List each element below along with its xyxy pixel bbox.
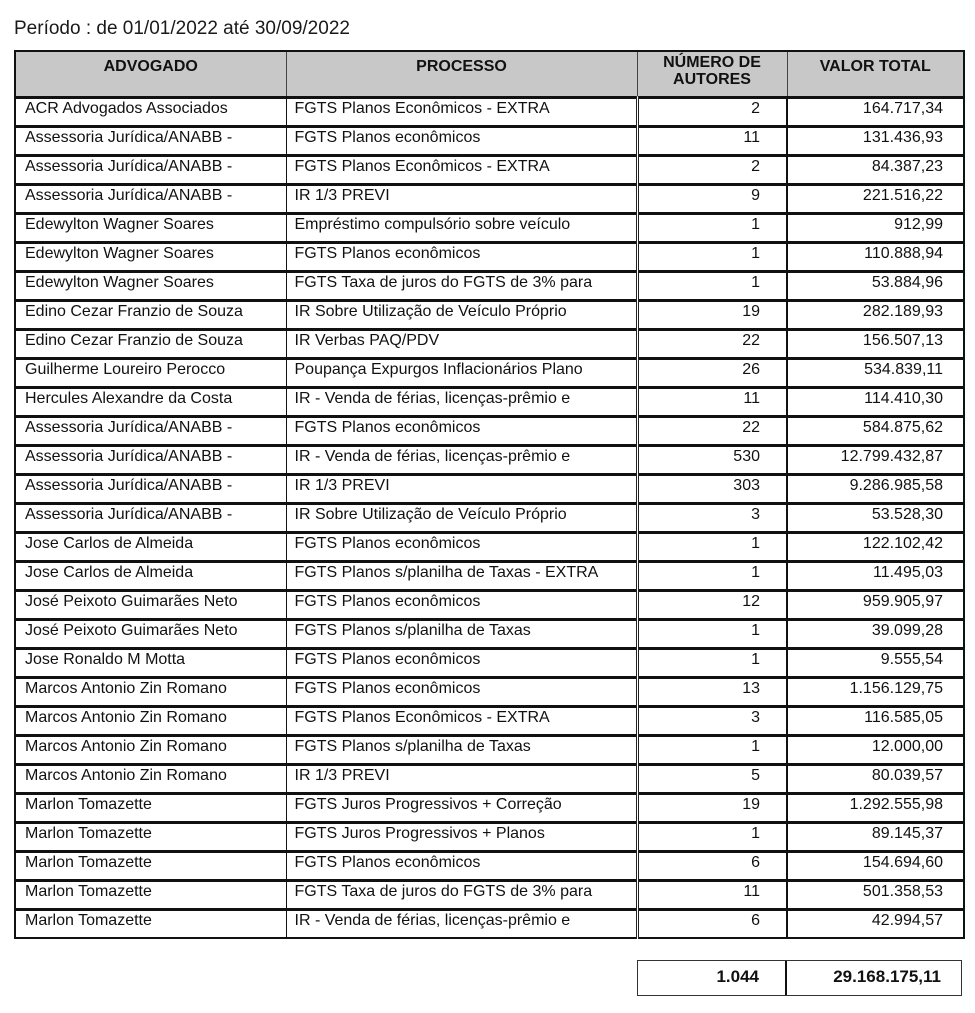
cell-autores: 1 bbox=[637, 648, 787, 677]
cell-processo: FGTS Taxa de juros do FGTS de 3% para bbox=[286, 271, 637, 300]
cell-advogado: Assessoria Jurídica/ANABB - bbox=[15, 126, 286, 155]
cell-valor: 534.839,11 bbox=[787, 358, 964, 387]
cell-advogado: ACR Advogados Associados bbox=[15, 97, 286, 126]
cell-processo: FGTS Planos s/planilha de Taxas bbox=[286, 735, 637, 764]
cell-advogado: José Peixoto Guimarães Neto bbox=[15, 619, 286, 648]
cell-valor: 154.694,60 bbox=[787, 851, 964, 880]
header-valor-total: VALOR TOTAL bbox=[787, 51, 964, 97]
cell-advogado: Jose Carlos de Almeida bbox=[15, 532, 286, 561]
cell-autores: 1 bbox=[637, 213, 787, 242]
cell-advogado: Assessoria Jurídica/ANABB - bbox=[15, 474, 286, 503]
table-row bbox=[15, 474, 964, 503]
cell-processo: FGTS Planos econômicos bbox=[286, 126, 637, 155]
cell-advogado: Assessoria Jurídica/ANABB - bbox=[15, 503, 286, 532]
cell-autores: 3 bbox=[637, 706, 787, 735]
cell-autores: 1 bbox=[637, 822, 787, 851]
table-row bbox=[15, 387, 964, 416]
cell-valor: 53.884,96 bbox=[787, 271, 964, 300]
cell-valor: 39.099,28 bbox=[787, 619, 964, 648]
cell-advogado: Marcos Antonio Zin Romano bbox=[15, 706, 286, 735]
cell-valor: 12.799.432,87 bbox=[787, 445, 964, 474]
table-row bbox=[15, 793, 964, 822]
cell-processo: FGTS Planos Econômicos - EXTRA bbox=[286, 706, 637, 735]
cell-processo: IR 1/3 PREVI bbox=[286, 184, 637, 213]
cell-valor: 584.875,62 bbox=[787, 416, 964, 445]
cell-processo: FGTS Planos s/planilha de Taxas bbox=[286, 619, 637, 648]
cell-advogado: Edewylton Wagner Soares bbox=[15, 213, 286, 242]
cell-advogado: Marlon Tomazette bbox=[15, 793, 286, 822]
cell-autores: 19 bbox=[637, 300, 787, 329]
cell-autores: 1 bbox=[637, 242, 787, 271]
cell-processo: Empréstimo compulsório sobre veículo bbox=[286, 213, 637, 242]
table-row bbox=[15, 300, 964, 329]
table-row bbox=[15, 503, 964, 532]
table-row bbox=[15, 706, 964, 735]
cell-valor: 42.994,57 bbox=[787, 909, 964, 938]
cell-autores: 6 bbox=[637, 851, 787, 880]
cell-autores: 22 bbox=[637, 329, 787, 358]
cell-autores: 1 bbox=[637, 619, 787, 648]
cell-advogado: Assessoria Jurídica/ANABB - bbox=[15, 416, 286, 445]
cell-processo: IR Sobre Utilização de Veículo Próprio bbox=[286, 503, 637, 532]
cell-processo: IR - Venda de férias, licenças-prêmio e bbox=[286, 445, 637, 474]
table-row bbox=[15, 184, 964, 213]
cell-autores: 530 bbox=[637, 445, 787, 474]
cell-advogado: José Peixoto Guimarães Neto bbox=[15, 590, 286, 619]
totals-box bbox=[637, 960, 962, 996]
table-row bbox=[15, 271, 964, 300]
cell-advogado: Marlon Tomazette bbox=[15, 880, 286, 909]
cell-valor: 80.039,57 bbox=[787, 764, 964, 793]
cell-autores: 19 bbox=[637, 793, 787, 822]
cell-processo: Poupança Expurgos Inflacionários Plano bbox=[286, 358, 637, 387]
cell-processo: IR 1/3 PREVI bbox=[286, 474, 637, 503]
table-row bbox=[15, 329, 964, 358]
cell-advogado: Jose Carlos de Almeida bbox=[15, 561, 286, 590]
cell-autores: 22 bbox=[637, 416, 787, 445]
cell-autores: 3 bbox=[637, 503, 787, 532]
cell-autores: 26 bbox=[637, 358, 787, 387]
cell-autores: 5 bbox=[637, 764, 787, 793]
header-advogado: ADVOGADO bbox=[15, 51, 286, 97]
cell-valor: 110.888,94 bbox=[787, 242, 964, 271]
cell-valor: 131.436,93 bbox=[787, 126, 964, 155]
cell-advogado: Marlon Tomazette bbox=[15, 851, 286, 880]
header-numero-line1: NÚMERO DE bbox=[663, 54, 761, 71]
cell-valor: 116.585,05 bbox=[787, 706, 964, 735]
cell-autores: 11 bbox=[637, 387, 787, 416]
table-row bbox=[15, 532, 964, 561]
cell-autores: 11 bbox=[637, 126, 787, 155]
cell-advogado: Marcos Antonio Zin Romano bbox=[15, 677, 286, 706]
cell-autores: 1 bbox=[637, 735, 787, 764]
cell-advogado: Marcos Antonio Zin Romano bbox=[15, 764, 286, 793]
cell-advogado: Marlon Tomazette bbox=[15, 909, 286, 938]
cell-valor: 912,99 bbox=[787, 213, 964, 242]
cell-autores: 12 bbox=[637, 590, 787, 619]
table-row bbox=[15, 764, 964, 793]
cell-advogado: Jose Ronaldo M Motta bbox=[15, 648, 286, 677]
cell-autores: 2 bbox=[637, 97, 787, 126]
cell-advogado: Edewylton Wagner Soares bbox=[15, 242, 286, 271]
cell-autores: 2 bbox=[637, 155, 787, 184]
cell-valor: 9.286.985,58 bbox=[787, 474, 964, 503]
cell-valor: 89.145,37 bbox=[787, 822, 964, 851]
cell-processo: IR 1/3 PREVI bbox=[286, 764, 637, 793]
cell-autores: 6 bbox=[637, 909, 787, 938]
cell-autores: 9 bbox=[637, 184, 787, 213]
table-row bbox=[15, 880, 964, 909]
cell-autores: 11 bbox=[637, 880, 787, 909]
table-row bbox=[15, 648, 964, 677]
header-numero-autores bbox=[637, 51, 787, 97]
cell-processo: FGTS Taxa de juros do FGTS de 3% para bbox=[286, 880, 637, 909]
table-row bbox=[15, 822, 964, 851]
cell-autores: 303 bbox=[637, 474, 787, 503]
cell-valor: 114.410,30 bbox=[787, 387, 964, 416]
table-row bbox=[15, 126, 964, 155]
cell-processo: FGTS Juros Progressivos + Planos bbox=[286, 822, 637, 851]
cell-valor: 84.387,23 bbox=[787, 155, 964, 184]
cell-valor: 122.102,42 bbox=[787, 532, 964, 561]
cell-autores: 1 bbox=[637, 561, 787, 590]
cell-valor: 221.516,22 bbox=[787, 184, 964, 213]
cell-valor: 12.000,00 bbox=[787, 735, 964, 764]
table-row bbox=[15, 242, 964, 271]
cell-valor: 501.358,53 bbox=[787, 880, 964, 909]
cell-advogado: Edewylton Wagner Soares bbox=[15, 271, 286, 300]
cell-advogado: Marcos Antonio Zin Romano bbox=[15, 735, 286, 764]
cell-valor: 156.507,13 bbox=[787, 329, 964, 358]
table-row bbox=[15, 619, 964, 648]
cell-autores: 13 bbox=[637, 677, 787, 706]
table-row bbox=[15, 909, 964, 938]
table-row bbox=[15, 561, 964, 590]
cell-processo: IR - Venda de férias, licenças-prêmio e bbox=[286, 387, 637, 416]
cell-advogado: Guilherme Loureiro Perocco bbox=[15, 358, 286, 387]
cell-processo: FGTS Planos econômicos bbox=[286, 648, 637, 677]
period-label: Período : de 01/01/2022 até 30/09/2022 bbox=[14, 18, 350, 39]
cell-autores: 1 bbox=[637, 271, 787, 300]
cell-advogado: Hercules Alexandre da Costa bbox=[15, 387, 286, 416]
cell-advogado: Edino Cezar Franzio de Souza bbox=[15, 329, 286, 358]
cell-valor: 164.717,34 bbox=[787, 97, 964, 126]
cell-valor: 11.495,03 bbox=[787, 561, 964, 590]
total-autores: 1.044 bbox=[638, 961, 787, 995]
cell-valor: 53.528,30 bbox=[787, 503, 964, 532]
cell-processo: FGTS Planos econômicos bbox=[286, 242, 637, 271]
cell-valor: 282.189,93 bbox=[787, 300, 964, 329]
cell-advogado: Edino Cezar Franzio de Souza bbox=[15, 300, 286, 329]
cell-advogado: Marlon Tomazette bbox=[15, 822, 286, 851]
cell-processo: FGTS Planos Econômicos - EXTRA bbox=[286, 97, 637, 126]
table-row bbox=[15, 445, 964, 474]
cell-processo: IR Sobre Utilização de Veículo Próprio bbox=[286, 300, 637, 329]
cell-processo: IR - Venda de férias, licenças-prêmio e bbox=[286, 909, 637, 938]
cell-processo: FGTS Planos s/planilha de Taxas - EXTRA bbox=[286, 561, 637, 590]
cell-autores: 1 bbox=[637, 532, 787, 561]
table-row bbox=[15, 416, 964, 445]
table-row bbox=[15, 97, 964, 126]
cell-processo: FGTS Planos Econômicos - EXTRA bbox=[286, 155, 637, 184]
cell-processo: FGTS Planos econômicos bbox=[286, 590, 637, 619]
total-valor: 29.168.175,11 bbox=[833, 967, 941, 986]
table-row bbox=[15, 155, 964, 184]
table-row bbox=[15, 735, 964, 764]
table-row bbox=[15, 851, 964, 880]
cell-advogado: Assessoria Jurídica/ANABB - bbox=[15, 155, 286, 184]
cell-valor: 9.555,54 bbox=[787, 648, 964, 677]
header-numero-line2: AUTORES bbox=[673, 71, 751, 88]
cell-valor: 1.156.129,75 bbox=[787, 677, 964, 706]
cell-valor: 959.905,97 bbox=[787, 590, 964, 619]
table-row bbox=[15, 213, 964, 242]
table-row bbox=[15, 590, 964, 619]
cell-advogado: Assessoria Jurídica/ANABB - bbox=[15, 184, 286, 213]
table-body bbox=[15, 97, 964, 938]
cell-processo: FGTS Planos econômicos bbox=[286, 677, 637, 706]
cell-processo: FGTS Planos econômicos bbox=[286, 416, 637, 445]
header-processo: PROCESSO bbox=[286, 51, 637, 97]
table-row bbox=[15, 358, 964, 387]
cell-processo: FGTS Planos econômicos bbox=[286, 851, 637, 880]
cell-processo: IR Verbas PAQ/PDV bbox=[286, 329, 637, 358]
table-header-row bbox=[15, 51, 964, 97]
report-table bbox=[14, 50, 965, 939]
cell-processo: FGTS Planos econômicos bbox=[286, 532, 637, 561]
cell-advogado: Assessoria Jurídica/ANABB - bbox=[15, 445, 286, 474]
table-row bbox=[15, 677, 964, 706]
cell-valor: 1.292.555,98 bbox=[787, 793, 964, 822]
cell-processo: FGTS Juros Progressivos + Correção bbox=[286, 793, 637, 822]
